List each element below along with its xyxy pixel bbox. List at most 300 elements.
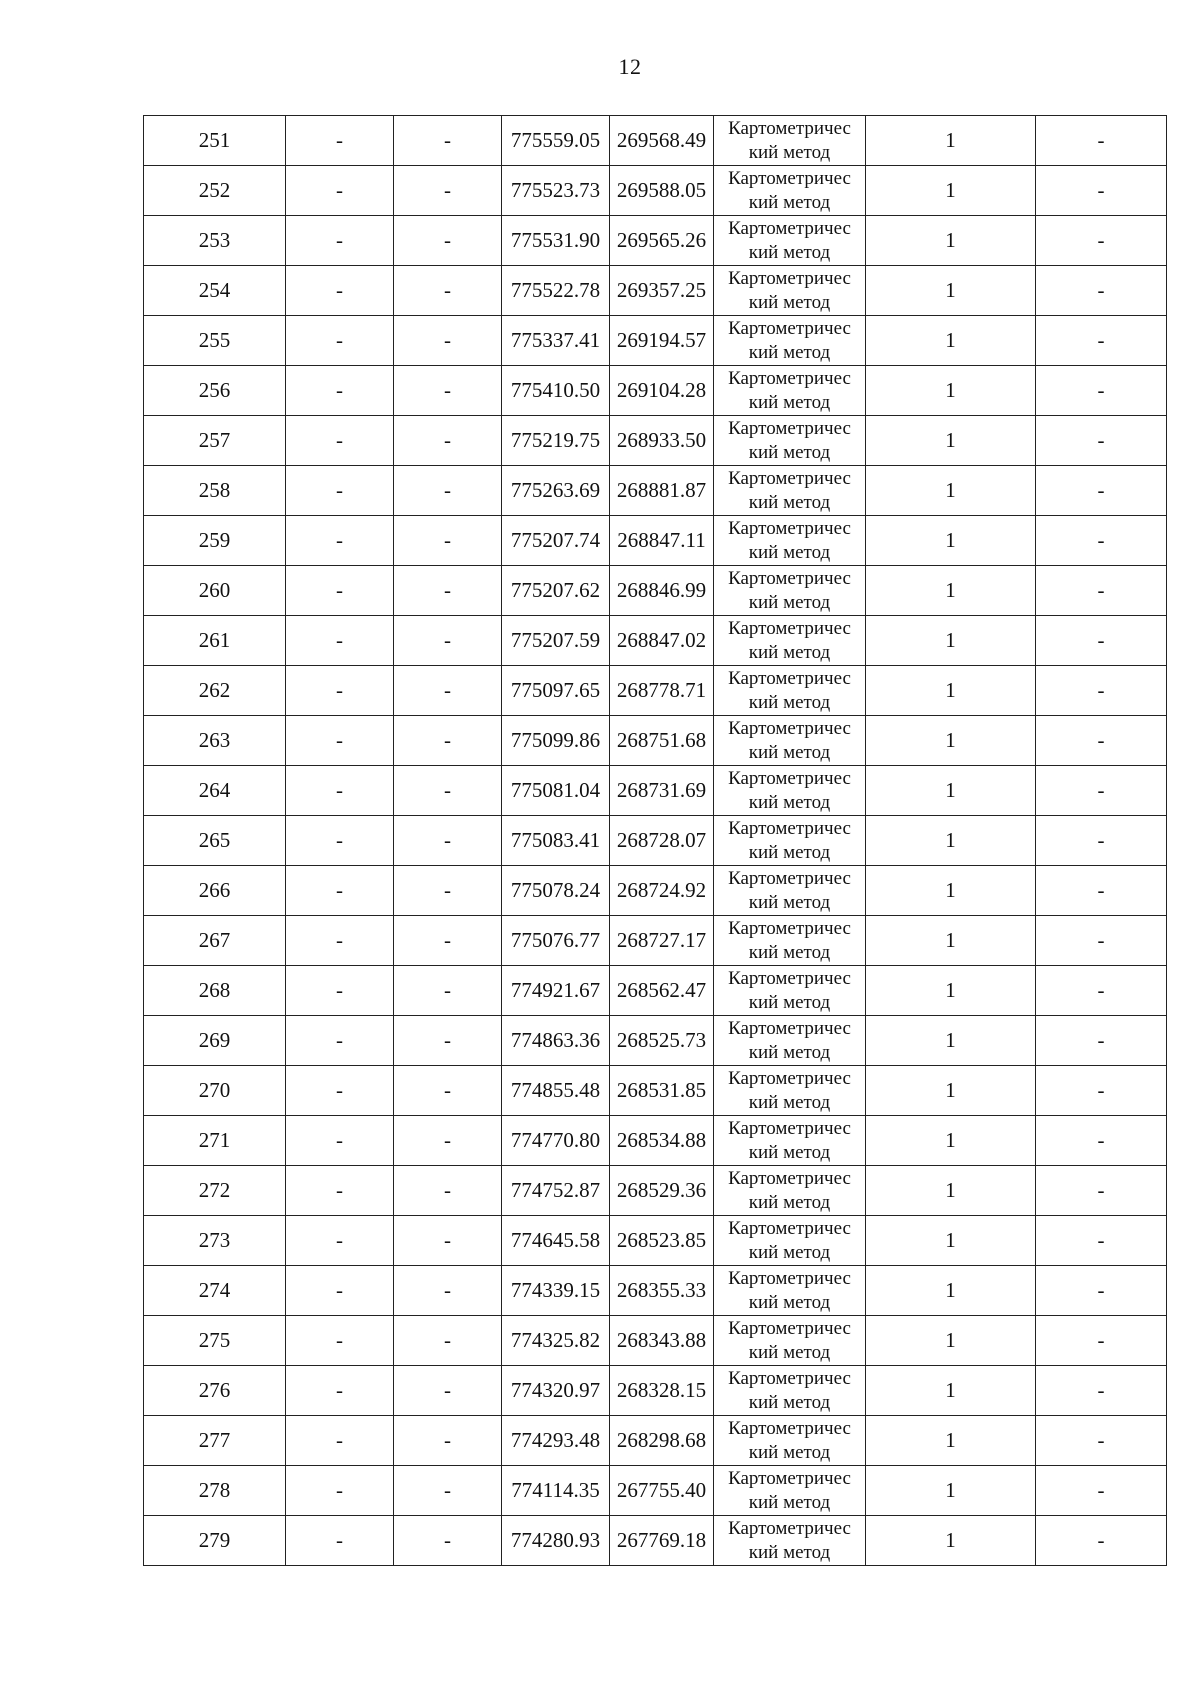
table-row [144, 1266, 1167, 1316]
method-line-2: кий метод [748, 991, 831, 1013]
empty-value-cell: - [1036, 116, 1167, 166]
method-line-2: кий метод [748, 1491, 831, 1513]
method-line-1: Картометричес [728, 967, 851, 989]
method-line-1: Картометричес [728, 617, 851, 639]
method-cell [714, 1366, 866, 1416]
table-row [144, 716, 1167, 766]
accuracy-cell: 1 [866, 616, 1036, 666]
empty-value-cell: - [1036, 516, 1167, 566]
empty-value-cell: - [394, 966, 502, 1016]
empty-value-cell: - [286, 1416, 394, 1466]
point-number-cell: 267 [144, 916, 286, 966]
method-cell [714, 916, 866, 966]
method-cell [714, 1216, 866, 1266]
point-number-cell: 254 [144, 266, 286, 316]
accuracy-cell: 1 [866, 516, 1036, 566]
x-coordinate-cell: 774645.58 [502, 1216, 610, 1266]
empty-value-cell: - [1036, 316, 1167, 366]
point-number-cell: 268 [144, 966, 286, 1016]
empty-value-cell: - [1036, 616, 1167, 666]
point-number-cell: 274 [144, 1266, 286, 1316]
method-line-1: Картометричес [728, 1317, 851, 1339]
empty-value-cell: - [394, 766, 502, 816]
empty-value-cell: - [286, 716, 394, 766]
method-line-2: кий метод [748, 141, 831, 163]
method-line-1: Картометричес [728, 1167, 851, 1189]
empty-value-cell: - [286, 1016, 394, 1066]
empty-value-cell: - [1036, 1116, 1167, 1166]
empty-value-cell: - [394, 1466, 502, 1516]
coordinates-table [143, 115, 1167, 1566]
method-line-2: кий метод [748, 1541, 831, 1563]
method-cell [714, 1166, 866, 1216]
x-coordinate-cell: 775531.90 [502, 216, 610, 266]
table-row [144, 1016, 1167, 1066]
y-coordinate-cell: 268523.85 [610, 1216, 714, 1266]
table-row [144, 1116, 1167, 1166]
method-line-1: Картометричес [728, 417, 851, 439]
point-number-cell: 272 [144, 1166, 286, 1216]
y-coordinate-cell: 269104.28 [610, 366, 714, 416]
method-line-1: Картометричес [728, 317, 851, 339]
empty-value-cell: - [1036, 716, 1167, 766]
empty-value-cell: - [394, 216, 502, 266]
accuracy-cell: 1 [866, 166, 1036, 216]
method-line-2: кий метод [748, 191, 831, 213]
coordinates-table-body [144, 116, 1167, 1566]
point-number-cell: 260 [144, 566, 286, 616]
accuracy-cell: 1 [866, 316, 1036, 366]
table-row [144, 816, 1167, 866]
x-coordinate-cell: 775083.41 [502, 816, 610, 866]
point-number-cell: 271 [144, 1116, 286, 1166]
method-line-2: кий метод [748, 591, 831, 613]
method-line-2: кий метод [748, 691, 831, 713]
method-line-1: Картометричес [728, 167, 851, 189]
empty-value-cell: - [394, 1516, 502, 1566]
empty-value-cell: - [1036, 916, 1167, 966]
empty-value-cell: - [1036, 1316, 1167, 1366]
x-coordinate-cell: 774293.48 [502, 1416, 610, 1466]
empty-value-cell: - [1036, 1416, 1167, 1466]
table-row [144, 166, 1167, 216]
method-line-1: Картометричес [728, 1217, 851, 1239]
method-line-2: кий метод [748, 641, 831, 663]
method-line-1: Картометричес [728, 817, 851, 839]
method-cell [714, 466, 866, 516]
method-cell [714, 1266, 866, 1316]
y-coordinate-cell: 268933.50 [610, 416, 714, 466]
accuracy-cell: 1 [866, 866, 1036, 916]
empty-value-cell: - [394, 166, 502, 216]
point-number-cell: 266 [144, 866, 286, 916]
table-row [144, 1216, 1167, 1266]
method-cell [714, 1016, 866, 1066]
method-line-1: Картометричес [728, 567, 851, 589]
method-cell [714, 1416, 866, 1466]
empty-value-cell: - [1036, 766, 1167, 816]
empty-value-cell: - [394, 1166, 502, 1216]
method-line-2: кий метод [748, 441, 831, 463]
table-row [144, 1166, 1167, 1216]
empty-value-cell: - [1036, 1166, 1167, 1216]
x-coordinate-cell: 774320.97 [502, 1366, 610, 1416]
method-line-1: Картометричес [728, 767, 851, 789]
empty-value-cell: - [394, 416, 502, 466]
accuracy-cell: 1 [866, 966, 1036, 1016]
x-coordinate-cell: 774752.87 [502, 1166, 610, 1216]
method-line-2: кий метод [748, 741, 831, 763]
y-coordinate-cell: 268328.15 [610, 1366, 714, 1416]
empty-value-cell: - [286, 316, 394, 366]
method-line-2: кий метод [748, 1191, 831, 1213]
point-number-cell: 278 [144, 1466, 286, 1516]
accuracy-cell: 1 [866, 1416, 1036, 1466]
point-number-cell: 275 [144, 1316, 286, 1366]
y-coordinate-cell: 268881.87 [610, 466, 714, 516]
empty-value-cell: - [1036, 1216, 1167, 1266]
method-cell [714, 166, 866, 216]
empty-value-cell: - [286, 916, 394, 966]
empty-value-cell: - [1036, 1366, 1167, 1416]
empty-value-cell: - [1036, 1266, 1167, 1316]
empty-value-cell: - [394, 516, 502, 566]
y-coordinate-cell: 269194.57 [610, 316, 714, 366]
x-coordinate-cell: 775081.04 [502, 766, 610, 816]
x-coordinate-cell: 775097.65 [502, 666, 610, 716]
method-line-1: Картометричес [728, 1467, 851, 1489]
method-line-2: кий метод [748, 341, 831, 363]
method-line-2: кий метод [748, 291, 831, 313]
empty-value-cell: - [286, 466, 394, 516]
method-cell [714, 1466, 866, 1516]
table-row [144, 366, 1167, 416]
accuracy-cell: 1 [866, 1116, 1036, 1166]
x-coordinate-cell: 774921.67 [502, 966, 610, 1016]
y-coordinate-cell: 268298.68 [610, 1416, 714, 1466]
method-line-1: Картометричес [728, 917, 851, 939]
y-coordinate-cell: 268728.07 [610, 816, 714, 866]
method-line-1: Картометричес [728, 367, 851, 389]
x-coordinate-cell: 774770.80 [502, 1116, 610, 1166]
method-cell [714, 566, 866, 616]
x-coordinate-cell: 775207.74 [502, 516, 610, 566]
empty-value-cell: - [286, 416, 394, 466]
method-line-1: Картометричес [728, 517, 851, 539]
y-coordinate-cell: 268534.88 [610, 1116, 714, 1166]
point-number-cell: 263 [144, 716, 286, 766]
point-number-cell: 265 [144, 816, 286, 866]
method-line-2: кий метод [748, 241, 831, 263]
empty-value-cell: - [286, 666, 394, 716]
empty-value-cell: - [394, 466, 502, 516]
empty-value-cell: - [394, 566, 502, 616]
point-number-cell: 277 [144, 1416, 286, 1466]
method-cell [714, 766, 866, 816]
method-line-2: кий метод [748, 841, 831, 863]
empty-value-cell: - [286, 1116, 394, 1166]
empty-value-cell: - [394, 266, 502, 316]
accuracy-cell: 1 [866, 1016, 1036, 1066]
accuracy-cell: 1 [866, 1266, 1036, 1316]
table-row [144, 266, 1167, 316]
point-number-cell: 276 [144, 1366, 286, 1416]
empty-value-cell: - [394, 1216, 502, 1266]
table-row [144, 766, 1167, 816]
x-coordinate-cell: 774280.93 [502, 1516, 610, 1566]
table-row [144, 316, 1167, 366]
x-coordinate-cell: 775410.50 [502, 366, 610, 416]
x-coordinate-cell: 775207.59 [502, 616, 610, 666]
point-number-cell: 262 [144, 666, 286, 716]
empty-value-cell: - [394, 1116, 502, 1166]
empty-value-cell: - [394, 916, 502, 966]
table-row [144, 1466, 1167, 1516]
table-row [144, 416, 1167, 466]
y-coordinate-cell: 269588.05 [610, 166, 714, 216]
y-coordinate-cell: 268847.11 [610, 516, 714, 566]
y-coordinate-cell: 268731.69 [610, 766, 714, 816]
y-coordinate-cell: 267755.40 [610, 1466, 714, 1516]
accuracy-cell: 1 [866, 366, 1036, 416]
method-line-1: Картометричес [728, 1417, 851, 1439]
empty-value-cell: - [1036, 866, 1167, 916]
x-coordinate-cell: 774863.36 [502, 1016, 610, 1066]
table-row [144, 1366, 1167, 1416]
method-line-2: кий метод [748, 1041, 831, 1063]
table-row [144, 866, 1167, 916]
method-line-2: кий метод [748, 1091, 831, 1113]
x-coordinate-cell: 774325.82 [502, 1316, 610, 1366]
empty-value-cell: - [394, 1316, 502, 1366]
point-number-cell: 258 [144, 466, 286, 516]
method-line-2: кий метод [748, 541, 831, 563]
empty-value-cell: - [286, 1316, 394, 1366]
empty-value-cell: - [1036, 1066, 1167, 1116]
y-coordinate-cell: 268724.92 [610, 866, 714, 916]
empty-value-cell: - [1036, 366, 1167, 416]
page-number: 12 [618, 54, 642, 79]
method-cell [714, 866, 866, 916]
method-cell [714, 716, 866, 766]
y-coordinate-cell: 268751.68 [610, 716, 714, 766]
method-line-1: Картометричес [728, 1367, 851, 1389]
empty-value-cell: - [286, 1466, 394, 1516]
table-row [144, 1516, 1167, 1566]
y-coordinate-cell: 268529.36 [610, 1166, 714, 1216]
x-coordinate-cell: 774339.15 [502, 1266, 610, 1316]
table-row [144, 916, 1167, 966]
accuracy-cell: 1 [866, 1216, 1036, 1266]
method-line-1: Картометричес [728, 1117, 851, 1139]
y-coordinate-cell: 268778.71 [610, 666, 714, 716]
method-cell [714, 616, 866, 666]
empty-value-cell: - [394, 366, 502, 416]
accuracy-cell: 1 [866, 1316, 1036, 1366]
method-line-1: Картометричес [728, 1017, 851, 1039]
table-row [144, 466, 1167, 516]
empty-value-cell: - [1036, 966, 1167, 1016]
empty-value-cell: - [286, 816, 394, 866]
y-coordinate-cell: 268727.17 [610, 916, 714, 966]
empty-value-cell: - [1036, 416, 1167, 466]
method-cell [714, 1516, 866, 1566]
y-coordinate-cell: 269565.26 [610, 216, 714, 266]
empty-value-cell: - [394, 666, 502, 716]
x-coordinate-cell: 775078.24 [502, 866, 610, 916]
accuracy-cell: 1 [866, 916, 1036, 966]
method-cell [714, 1116, 866, 1166]
accuracy-cell: 1 [866, 1516, 1036, 1566]
point-number-cell: 264 [144, 766, 286, 816]
method-cell [714, 116, 866, 166]
method-line-2: кий метод [748, 1391, 831, 1413]
table-row [144, 516, 1167, 566]
point-number-cell: 255 [144, 316, 286, 366]
method-cell [714, 316, 866, 366]
method-line-1: Картометричес [728, 117, 851, 139]
point-number-cell: 259 [144, 516, 286, 566]
table-row [144, 1316, 1167, 1366]
accuracy-cell: 1 [866, 1066, 1036, 1116]
y-coordinate-cell: 268562.47 [610, 966, 714, 1016]
method-cell [714, 516, 866, 566]
point-number-cell: 279 [144, 1516, 286, 1566]
empty-value-cell: - [1036, 1516, 1167, 1566]
method-line-1: Картометричес [728, 1267, 851, 1289]
empty-value-cell: - [286, 1266, 394, 1316]
method-line-2: кий метод [748, 391, 831, 413]
method-cell [714, 816, 866, 866]
empty-value-cell: - [286, 1516, 394, 1566]
y-coordinate-cell: 268343.88 [610, 1316, 714, 1366]
empty-value-cell: - [394, 866, 502, 916]
method-cell [714, 966, 866, 1016]
method-line-1: Картометричес [728, 667, 851, 689]
x-coordinate-cell: 775263.69 [502, 466, 610, 516]
point-number-cell: 253 [144, 216, 286, 266]
accuracy-cell: 1 [866, 766, 1036, 816]
empty-value-cell: - [286, 366, 394, 416]
x-coordinate-cell: 775099.86 [502, 716, 610, 766]
method-cell [714, 666, 866, 716]
x-coordinate-cell: 775522.78 [502, 266, 610, 316]
accuracy-cell: 1 [866, 466, 1036, 516]
y-coordinate-cell: 268525.73 [610, 1016, 714, 1066]
x-coordinate-cell: 775337.41 [502, 316, 610, 366]
empty-value-cell: - [1036, 1016, 1167, 1066]
empty-value-cell: - [1036, 216, 1167, 266]
accuracy-cell: 1 [866, 416, 1036, 466]
method-line-1: Картометричес [728, 1517, 851, 1539]
point-number-cell: 273 [144, 1216, 286, 1266]
empty-value-cell: - [1036, 816, 1167, 866]
method-cell [714, 266, 866, 316]
point-number-cell: 257 [144, 416, 286, 466]
method-cell [714, 216, 866, 266]
y-coordinate-cell: 268847.02 [610, 616, 714, 666]
method-cell [714, 1066, 866, 1116]
empty-value-cell: - [286, 1216, 394, 1266]
table-row [144, 966, 1167, 1016]
empty-value-cell: - [286, 966, 394, 1016]
empty-value-cell: - [286, 216, 394, 266]
method-line-2: кий метод [748, 1241, 831, 1263]
method-line-1: Картометричес [728, 867, 851, 889]
x-coordinate-cell: 775076.77 [502, 916, 610, 966]
empty-value-cell: - [1036, 666, 1167, 716]
table-row [144, 1066, 1167, 1116]
empty-value-cell: - [394, 1266, 502, 1316]
empty-value-cell: - [1036, 266, 1167, 316]
accuracy-cell: 1 [866, 1466, 1036, 1516]
method-line-2: кий метод [748, 1291, 831, 1313]
table-row [144, 216, 1167, 266]
method-cell [714, 1316, 866, 1366]
method-line-1: Картометричес [728, 1067, 851, 1089]
x-coordinate-cell: 775207.62 [502, 566, 610, 616]
y-coordinate-cell: 268531.85 [610, 1066, 714, 1116]
empty-value-cell: - [286, 116, 394, 166]
table-row [144, 666, 1167, 716]
method-line-2: кий метод [748, 1441, 831, 1463]
empty-value-cell: - [394, 816, 502, 866]
empty-value-cell: - [394, 116, 502, 166]
empty-value-cell: - [394, 616, 502, 666]
empty-value-cell: - [286, 1366, 394, 1416]
accuracy-cell: 1 [866, 216, 1036, 266]
y-coordinate-cell: 268846.99 [610, 566, 714, 616]
point-number-cell: 269 [144, 1016, 286, 1066]
empty-value-cell: - [286, 616, 394, 666]
empty-value-cell: - [1036, 166, 1167, 216]
point-number-cell: 270 [144, 1066, 286, 1116]
table-row [144, 616, 1167, 666]
accuracy-cell: 1 [866, 116, 1036, 166]
empty-value-cell: - [1036, 466, 1167, 516]
empty-value-cell: - [286, 566, 394, 616]
x-coordinate-cell: 774114.35 [502, 1466, 610, 1516]
empty-value-cell: - [394, 1416, 502, 1466]
empty-value-cell: - [286, 866, 394, 916]
empty-value-cell: - [286, 1066, 394, 1116]
method-line-1: Картометричес [728, 267, 851, 289]
empty-value-cell: - [394, 316, 502, 366]
method-line-2: кий метод [748, 491, 831, 513]
table-row [144, 566, 1167, 616]
point-number-cell: 256 [144, 366, 286, 416]
accuracy-cell: 1 [866, 666, 1036, 716]
method-line-1: Картометричес [728, 467, 851, 489]
method-line-2: кий метод [748, 1141, 831, 1163]
empty-value-cell: - [286, 166, 394, 216]
empty-value-cell: - [394, 1016, 502, 1066]
empty-value-cell: - [286, 1166, 394, 1216]
accuracy-cell: 1 [866, 716, 1036, 766]
accuracy-cell: 1 [866, 816, 1036, 866]
empty-value-cell: - [286, 266, 394, 316]
x-coordinate-cell: 775219.75 [502, 416, 610, 466]
method-line-2: кий метод [748, 891, 831, 913]
method-cell [714, 366, 866, 416]
method-line-1: Картометричес [728, 217, 851, 239]
x-coordinate-cell: 775559.05 [502, 116, 610, 166]
accuracy-cell: 1 [866, 1366, 1036, 1416]
accuracy-cell: 1 [866, 1166, 1036, 1216]
empty-value-cell: - [394, 716, 502, 766]
y-coordinate-cell: 267769.18 [610, 1516, 714, 1566]
empty-value-cell: - [394, 1366, 502, 1416]
